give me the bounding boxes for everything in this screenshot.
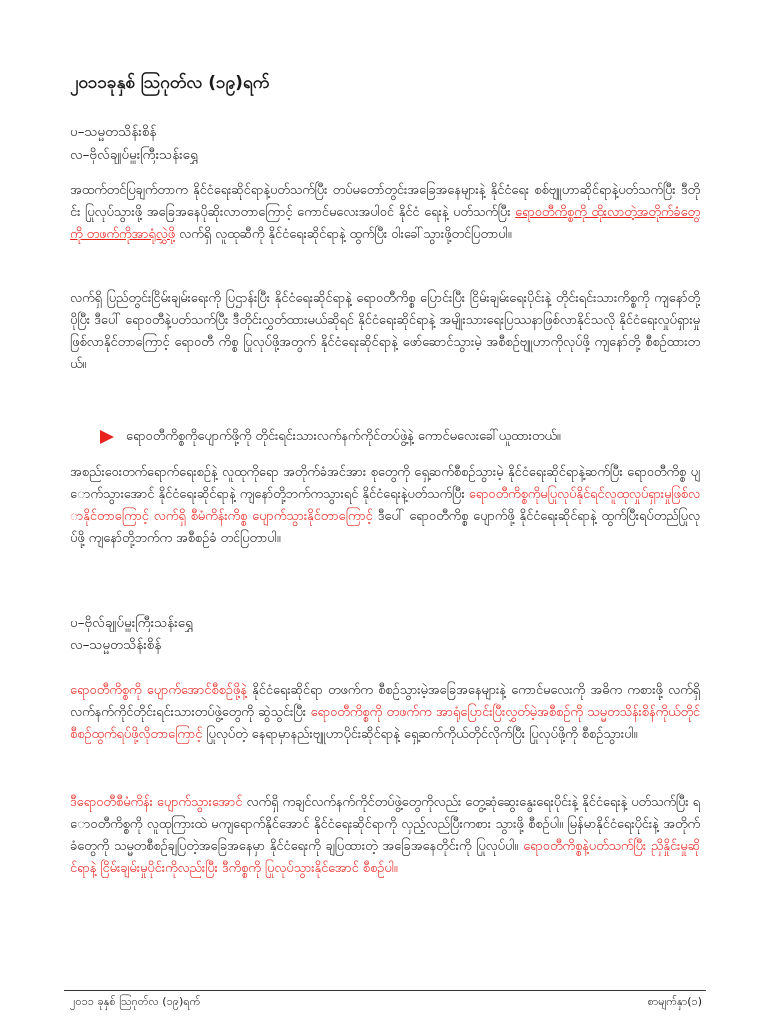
paragraph-4-text-a: နိုင်ငံရေးဆိုင်ရာ တဖက်က စီစဉ်သွားမဲ့အခြေအနေများနဲ့ ကောင်မလေးကို အဓိက ကစားဖို့ လက်ရှိ လက်နက်ကိုင်တိုင်းရင်းသားတပ်ဖွဲ့တွေကို ဆွဲသွင်းပြီး (70, 683, 700, 720)
footer-date: ၂၀၁၁ ခုနှစ် ဩဂုတ်လ (၁၉)ရက် (70, 995, 201, 1008)
paragraph-4-highlight-1: ရောဝတီကိစ္စကို ပျောက်အောင်စီစဉ်ဖို့နဲ့ (70, 683, 247, 698)
speaker-line-1: ပ–သမ္မတသိန်းစိန် (70, 124, 157, 140)
paragraph-3-highlight: ရောဝတီကိစ္စကိုမပြုလုပ်နိုင်ရင်လူထုလှုပ်ရှားမှုဖြစ်လာနိုင်တာကြောင့် လက်ရှိ စီမံကိန်းကိစ္စ ပျောက်သွားနိုင်တာကြောင့် (70, 487, 700, 524)
paragraph-1-text-a: အထက်တင်ပြချက်တာက နိုင်ငံရေးဆိုင်ရာနဲ့ပတ်သက်ပြီး တပ်မတော်တွင်းအခြေအနေများနဲ့ နိုင်ငံရေး စစ်ဗျူဟာဆိုင်ရာနဲ့ပတ်သက်ပြီး ဒီတိုင်း ပြုလုပ်သွားဖို့ အခြေအနေပိုဆိုးလာတာကြောင့် ကောင်မလေးအပါဝင် နိုင်ငံ ရေးနဲ့ ပတ်သက်ပြီး (70, 183, 700, 220)
paragraph-3-text-a: အစည်းဝေးတက်ရောက်ရေးစဉ်နဲ့ လူထုကိုရော အတိုက်ခံအင်အား စုတွေကို ရှေ့ဆက်စီစဉ်သွားမဲ့ နိုင်ငံရေးဆိုင်ရာနဲ့ဆက်ပြီး ရောဝတီကိစ္စ ပျောက်သွားအောင် နိုင်ငံရေးဆိုင်ရာနဲ့ ကျနော်တို့ဘက်ကသွားရင် နိုင်ငံရေးနဲ့ပတ်သက်ပြီး (70, 465, 700, 502)
paragraph-3 (70, 462, 700, 580)
footer-page-number: စာမျက်နှာ(၁) (647, 995, 702, 1008)
document-date-heading: ၂၀၁၁ခုနှစ် ဩဂုတ်လ (၁၉)ရက် (70, 73, 270, 93)
bullet-item (100, 428, 700, 446)
paragraph-4-highlight-2: ရောဝတီကိစ္စကို တဖက်က အာရုံပြောင်းပြီးလွှတ်မဲ့အစီစဉ်ကို သမ္မတသိန်းစိန်ကိုယ်တိုင် စီစဉ်ထွက်ရပ်ဖို့လိုတာကြောင့် (70, 705, 700, 742)
speaker-line-3: ပ–ဗိုလ်ချုပ်မှူးကြီးသန်းရွှေ (70, 615, 194, 631)
paragraph-1-highlight: ရောဝတီကိစ္စကို ထိုးလာတဲ့အတိုက်ခံတွေကို တဖက်ကိုအာရုံလွှဲဖို့ (70, 205, 700, 242)
speaker-line-2: လ–ဗိုလ်ချုပ်မှူးကြီးသန်းရွှေ (70, 147, 198, 163)
paragraph-4 (70, 680, 700, 776)
paragraph-5-highlight-1: ဒီရောဝတီစီမံကိန်း ပျောက်သွားအောင် (70, 795, 243, 810)
paragraph-1-text-b: လက်ရှိ လူထုဆီကို နိုင်ငံရေးဆိုင်ရာနဲ့ ထွက်ပြီး ဝါးခေါ်သွားဖို့တင်ပြတာပါ။ (175, 227, 512, 242)
paragraph-2 (70, 288, 700, 406)
speaker-line-4: လ–သမ္မတသိန်းစိန် (70, 637, 162, 653)
paragraph-5 (70, 792, 700, 932)
arrow-bullet-icon (100, 430, 114, 444)
footer-divider (64, 990, 706, 991)
paragraph-1 (70, 180, 700, 276)
paragraph-5-text-a: လက်ရှိ ကချင်လက်နက်ကိုင်တပ်ဖွဲ့တွေကိုလည်း တွေ့ဆုံဆွေးနွေးရေးပိုင်းနဲ့ နိုင်ငံရေးနဲ့ ပတ်သက်ပြီး ရောဝတီကိစ္စကို လူထုကြားထဲ မကျရောက်နိုင်အောင် နိုင်ငံရေးဆိုင်ရာကို လှည့်လည်ပြီးကစား သွားဖို့ စီစဉ်ပါ။ မြန်မာနိုင်ငံရေးပိုင်းနဲ့ အတိုက်ခံတွေကို သမ္မတစီစဉ်ချပြတဲ့အခြေအနေမှာ နိုင်ငံရေးကို ချပြထားတဲ့ အခြေအနေတိုင်းကို ပြုလုပ်ပါ။ (70, 795, 700, 854)
bullet-item-text: ရောဝတီကိစ္စကိုပျောက်ဖို့ကို တိုင်းရင်းသားလက်နက်ကိုင်တပ်ဖွဲ့နဲ့ ကောင်မလေးခေါ်ယူထားတယ်။ (126, 429, 561, 444)
paragraph-5-highlight-2: ရောဝတီကိစ္စနဲ့ပတ်သက်ပြီး ညှိနှိုင်းမှုဆိုင်ရာနဲ့ ငြိမ်းချမ်းမှုပိုင်းကိုလည်းပြီး ဒီကိစ္စကို ပြုလုပ်သွားနိုင်အောင် စီစဉ်ပါ။ (70, 839, 700, 876)
paragraph-4-text-b: ပြုလုပ်တဲ့ နေရာမှာနည်းဗျူဟာပိုင်းဆိုင်ရာနဲ့ ရှေ့ဆက်ကိုယ်တိုင်လိုက်ပြီး ပြုလုပ်ဖို့ကို စီစဉ်သွားပါ။ (202, 727, 638, 742)
paragraph-2-text: လက်ရှိ ပြည်တွင်းငြိမ်းချမ်းရေးကို ပြဌာန်းပြီး နိုင်ငံရေးဆိုင်ရာနဲ့ ရောဝတီကိစ္စ ပြောင်းပြီး ငြိမ်းချမ်းရေးပိုင်းနဲ့ တိုင်းရင်းသားကိစ္စကို ကျနော်တို့ ပိုပြီး ဒီပေါ် ရောဝတီနဲ့ပတ်သက်ပြီး ဒီတိုင်းလွှတ်ထားမယ်ဆိုရင် နိုင်ငံရေးဆိုင်ရာနဲ့ အမျိုးသားရေးပြဿနာဖြစ်လာနိုင်သလို နိုင်ငံရေးလှုပ်ရှားမှုဖြစ်လာနိုင်တာကြောင့် ရောဝတီ ကိစ္စ ပြုလုပ်ဖို့အတွက် နိုင်ငံရေးဆိုင်ရာနဲ့ ဖော်ဆောင်သွားမဲ့ အစီစဉ်ဗျူဟာကိုလုပ်ဖို့ ကျနော်တို့ စီစဉ်ထားတယ်။ (70, 291, 700, 372)
paragraph-3-text-b: ဒီပေါ် ရောဝတီကိစ္စ ပျောက်ဖို့ နိုင်ငံရေးဆိုင်ရာနဲ့ ထွက်ပြီးရပ်တည်ပြုလုပ်ဖို့ ကျနော်တို့ဘက်က အစီစဉ်ခံ တင်ပြတာပါ။ (70, 509, 700, 546)
